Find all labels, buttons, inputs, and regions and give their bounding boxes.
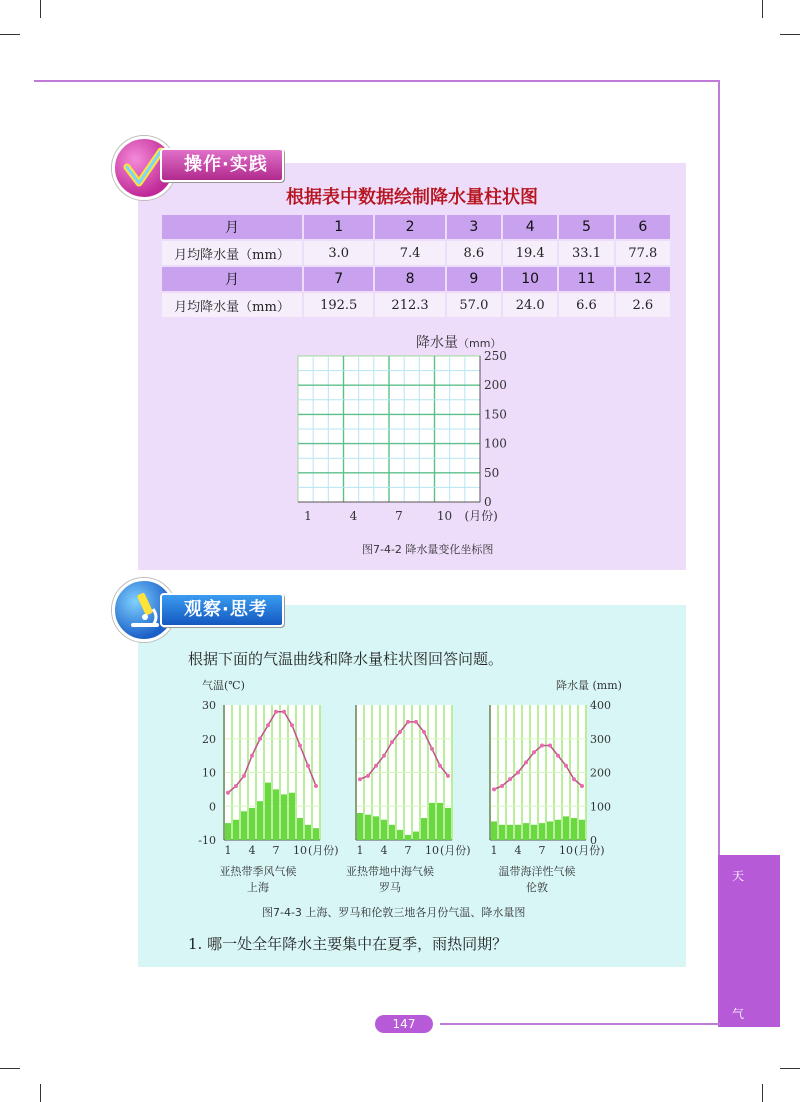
question-1: 1. 哪一处全年降水主要集中在夏季，雨热同期？ bbox=[188, 935, 508, 953]
table-cell: 57.0 bbox=[446, 292, 502, 318]
right-tick-label: 300 bbox=[590, 732, 611, 746]
precip-bar bbox=[297, 818, 303, 840]
table-cell: 12 bbox=[615, 266, 671, 292]
y-tick-label: 200 bbox=[484, 378, 507, 393]
table-cell: 3 bbox=[446, 214, 502, 240]
precip-bar bbox=[405, 835, 411, 840]
rainfall-table bbox=[160, 213, 672, 319]
x-tick-label: 1 bbox=[304, 509, 312, 523]
left-axis-title: 气温(℃) bbox=[202, 679, 245, 692]
climate-type-label: 亚热带地中海气候 bbox=[346, 865, 434, 878]
crop-mark bbox=[780, 34, 800, 35]
precip-bar bbox=[225, 823, 231, 840]
table-cell: 6 bbox=[615, 214, 671, 240]
temperature-point bbox=[548, 744, 552, 748]
temperature-point bbox=[374, 764, 378, 768]
right-axis-title: 降水量 (mm) bbox=[556, 679, 622, 692]
y-tick-label: 0 bbox=[484, 495, 492, 509]
table-cell: 33.1 bbox=[558, 240, 614, 266]
table-cell: 19.4 bbox=[502, 240, 558, 266]
precip-bar bbox=[313, 828, 319, 840]
temperature-point bbox=[390, 740, 394, 744]
precip-bar bbox=[249, 808, 255, 840]
temperature-point bbox=[524, 760, 528, 764]
right-tick-label: 200 bbox=[590, 766, 611, 780]
table-cell: 2.6 bbox=[615, 292, 671, 318]
temperature-point bbox=[366, 774, 370, 778]
climate-city-label: 罗马 bbox=[379, 881, 401, 894]
left-tick-label: 20 bbox=[202, 732, 216, 746]
temperature-point bbox=[266, 723, 270, 727]
x-unit-label: (月份) bbox=[464, 509, 498, 523]
chapter-side-tab bbox=[718, 855, 780, 1027]
x-tick-label: 10 bbox=[436, 509, 453, 523]
temperature-point bbox=[406, 720, 410, 724]
table-row bbox=[161, 292, 671, 318]
temperature-point bbox=[226, 791, 230, 795]
left-tick-label: -10 bbox=[198, 834, 216, 847]
table-cell: 月均降水量（mm） bbox=[161, 292, 303, 318]
page-bottom-line bbox=[440, 1023, 720, 1025]
x-tick-label: 4 bbox=[248, 844, 256, 857]
temperature-point bbox=[274, 710, 278, 714]
precip-bar bbox=[539, 823, 545, 840]
crop-mark bbox=[762, 1084, 763, 1102]
table-cell: 192.5 bbox=[303, 292, 374, 318]
precip-bar bbox=[257, 801, 263, 840]
table-cell: 7.4 bbox=[374, 240, 445, 266]
left-tick-label: 0 bbox=[209, 800, 216, 814]
table-row bbox=[161, 240, 671, 266]
crop-mark bbox=[0, 34, 20, 35]
crop-mark bbox=[762, 0, 763, 18]
right-tick-label: 400 bbox=[590, 699, 611, 712]
precip-bar bbox=[579, 820, 585, 840]
climate-panels bbox=[224, 705, 605, 857]
table-cell: 月 bbox=[161, 214, 303, 240]
precip-bar bbox=[281, 794, 287, 840]
table-row bbox=[161, 266, 671, 292]
precip-bar bbox=[571, 818, 577, 840]
precip-bar bbox=[437, 803, 443, 840]
x-tick-label: 1 bbox=[490, 844, 498, 857]
x-tick-label: 1 bbox=[224, 844, 232, 857]
precip-bar bbox=[389, 825, 395, 840]
precip-bar bbox=[429, 803, 435, 840]
temperature-point bbox=[242, 774, 246, 778]
crop-mark bbox=[40, 0, 41, 18]
table-cell: 1 bbox=[303, 214, 374, 240]
climate-city-label: 伦敦 bbox=[526, 881, 548, 894]
precip-bar bbox=[357, 813, 363, 840]
climate-type-label: 亚热带季风气候 bbox=[219, 865, 297, 878]
table-cell: 24.0 bbox=[502, 292, 558, 318]
precip-bar bbox=[265, 783, 271, 840]
x-unit-label: (月份) bbox=[440, 844, 471, 857]
precip-bar bbox=[373, 816, 379, 840]
x-tick-label: 10 bbox=[559, 844, 573, 857]
precip-bar bbox=[515, 825, 521, 840]
question-intro: 根据下面的气温曲线和降水量柱状图回答问题。 bbox=[188, 650, 504, 668]
left-axis-ticks bbox=[198, 699, 216, 847]
temperature-point bbox=[382, 754, 386, 758]
y-tick-label: 150 bbox=[484, 407, 507, 422]
precip-bar bbox=[491, 821, 497, 840]
table-cell: 9 bbox=[446, 266, 502, 292]
y-tick-label: 250 bbox=[484, 350, 507, 363]
temperature-point bbox=[508, 777, 512, 781]
precip-bar bbox=[413, 832, 419, 840]
precip-bar bbox=[305, 825, 311, 840]
crop-mark bbox=[780, 1068, 800, 1069]
temperature-point bbox=[438, 764, 442, 768]
climate-type-label: 温带海洋性气候 bbox=[498, 865, 576, 878]
temperature-point bbox=[258, 737, 262, 741]
x-tick-label: 10 bbox=[425, 844, 439, 857]
x-tick-label: 7 bbox=[272, 844, 280, 857]
climate-panel bbox=[224, 705, 339, 857]
left-tick-label: 10 bbox=[202, 766, 216, 780]
practice-title: 根据表中数据绘制降水量柱状图 bbox=[286, 187, 538, 208]
x-unit-label: (月份) bbox=[308, 844, 339, 857]
table-cell: 10 bbox=[502, 266, 558, 292]
grid-axis-title bbox=[416, 332, 501, 352]
practice-badge-label: 操作·实践 bbox=[160, 148, 284, 182]
table-row bbox=[161, 214, 671, 240]
x-tick-label: 10 bbox=[293, 844, 307, 857]
temperature-point bbox=[540, 744, 544, 748]
blank-grid-chart bbox=[290, 350, 520, 530]
temperature-point bbox=[446, 774, 450, 778]
precip-bar bbox=[233, 820, 239, 840]
x-tick-label: 7 bbox=[538, 844, 546, 857]
table-cell: 6.6 bbox=[558, 292, 614, 318]
right-tick-label: 0 bbox=[590, 834, 597, 847]
temperature-point bbox=[358, 777, 362, 781]
right-tick-label: 100 bbox=[590, 800, 611, 814]
grid-y-ticks bbox=[484, 350, 507, 509]
climate-charts bbox=[190, 675, 640, 900]
grid-x-ticks bbox=[304, 509, 498, 523]
precip-bar bbox=[499, 825, 505, 840]
x-unit-label: (月份) bbox=[574, 844, 605, 857]
figure-caption-2: 图7-4-3 上海、罗马和伦敦三地各月份气温、降水量图 bbox=[262, 906, 526, 919]
observe-badge-label: 观察·思考 bbox=[160, 593, 284, 627]
figure-caption-1: 图7-4-2 降水量变化坐标图 bbox=[362, 543, 494, 556]
temperature-point bbox=[234, 784, 238, 788]
x-tick-label: 4 bbox=[514, 844, 522, 857]
side-tab-bottom: 气 bbox=[732, 1007, 745, 1021]
precip-bar bbox=[445, 808, 451, 840]
climate-city-label: 上海 bbox=[247, 881, 269, 894]
x-tick-label: 1 bbox=[356, 844, 364, 857]
temperature-point bbox=[422, 730, 426, 734]
table-cell: 8.6 bbox=[446, 240, 502, 266]
temperature-point bbox=[564, 764, 568, 768]
temperature-point bbox=[532, 750, 536, 754]
temperature-point bbox=[398, 730, 402, 734]
table-cell: 5 bbox=[558, 214, 614, 240]
right-axis-ticks bbox=[590, 699, 611, 847]
precip-bar bbox=[289, 793, 295, 840]
x-tick-label: 7 bbox=[395, 509, 403, 523]
temperature-point bbox=[314, 784, 318, 788]
temperature-point bbox=[516, 771, 520, 775]
precip-bar bbox=[547, 821, 553, 840]
crop-mark bbox=[40, 1084, 41, 1102]
grid-axis-unit: （mm） bbox=[458, 337, 502, 350]
table-cell: 3.0 bbox=[303, 240, 374, 266]
grid-axis-title-text: 降水量 bbox=[416, 335, 458, 351]
table-cell: 77.8 bbox=[615, 240, 671, 266]
temperature-point bbox=[414, 720, 418, 724]
precip-bar bbox=[365, 815, 371, 840]
x-tick-label: 4 bbox=[349, 509, 358, 523]
page-frame-right bbox=[718, 80, 720, 855]
temperature-point bbox=[492, 787, 496, 791]
precip-bar bbox=[397, 830, 403, 840]
temperature-point bbox=[282, 710, 286, 714]
temperature-point bbox=[556, 754, 560, 758]
page-frame-top bbox=[34, 80, 720, 82]
crop-mark bbox=[0, 1068, 20, 1069]
table-cell: 月均降水量（mm） bbox=[161, 240, 303, 266]
temperature-point bbox=[572, 777, 576, 781]
temperature-point bbox=[298, 744, 302, 748]
table-cell: 2 bbox=[374, 214, 445, 240]
table-cell: 11 bbox=[558, 266, 614, 292]
x-tick-label: 7 bbox=[404, 844, 412, 857]
precip-bar bbox=[507, 825, 513, 840]
grid-lines bbox=[298, 356, 480, 502]
y-tick-label: 100 bbox=[484, 436, 507, 451]
side-tab-top: 天 bbox=[732, 869, 745, 883]
climate-labels bbox=[220, 864, 576, 894]
page-number: 147 bbox=[375, 1015, 433, 1033]
precip-bar bbox=[241, 811, 247, 840]
precip-bar bbox=[381, 820, 387, 840]
precip-bar bbox=[523, 823, 529, 840]
table-cell: 8 bbox=[374, 266, 445, 292]
precip-bar bbox=[531, 825, 537, 840]
temperature-point bbox=[250, 754, 254, 758]
left-tick-label: 30 bbox=[202, 699, 216, 712]
precip-bar bbox=[555, 820, 561, 840]
table-cell: 7 bbox=[303, 266, 374, 292]
temperature-point bbox=[430, 747, 434, 751]
table-cell: 212.3 bbox=[374, 292, 445, 318]
precip-bar bbox=[421, 818, 427, 840]
x-tick-label: 4 bbox=[380, 844, 388, 857]
precip-bar bbox=[563, 816, 569, 840]
temperature-point bbox=[306, 764, 310, 768]
climate-panel bbox=[490, 705, 605, 857]
temperature-point bbox=[500, 784, 504, 788]
climate-panel bbox=[356, 705, 471, 857]
temperature-point bbox=[580, 784, 584, 788]
table-cell: 4 bbox=[502, 214, 558, 240]
temperature-point bbox=[290, 723, 294, 727]
table-cell: 月 bbox=[161, 266, 303, 292]
precip-bar bbox=[273, 789, 279, 840]
y-tick-label: 50 bbox=[484, 465, 500, 480]
